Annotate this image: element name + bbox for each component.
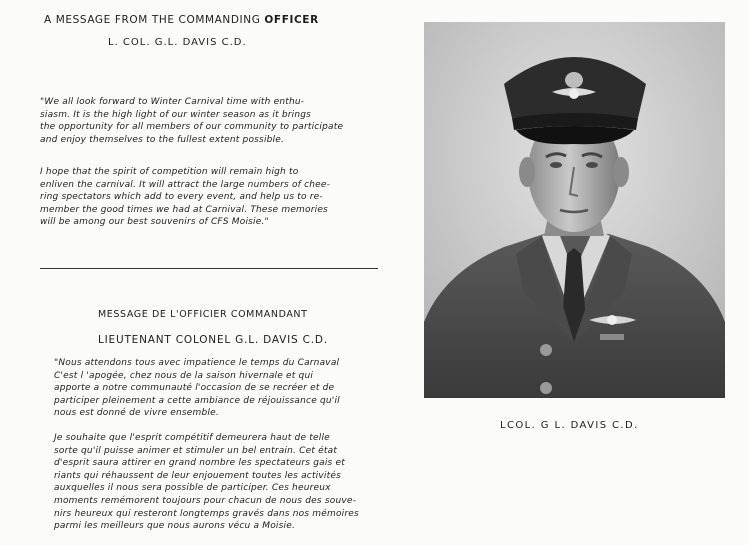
english-subheading: L. COL. G.L. DAVIS C.D. bbox=[108, 37, 247, 48]
portrait-illustration bbox=[424, 22, 725, 398]
photo-caption: LCOL. G L. DAVIS C.D. bbox=[500, 420, 639, 431]
text-line: parmi les meilleurs que nous aurons vécu a Moisie. bbox=[54, 521, 296, 532]
section-divider bbox=[40, 268, 378, 269]
text-line: C'est l 'apogée, chez nous de la saison hivernale et qui bbox=[54, 370, 314, 381]
french-paragraph-1 bbox=[54, 357, 340, 420]
french-heading: MESSAGE DE L'OFFICIER COMMANDANT bbox=[98, 309, 308, 320]
text-line: riants qui réhaussent de leur enjouement toutes les activités bbox=[54, 470, 341, 481]
text-line: will be among our best souvenirs of CFS Moisie." bbox=[40, 217, 269, 228]
text-line: auxquelles il nous sera possible de participer. Ces heureux bbox=[54, 483, 331, 494]
text-line: "We all look forward to Winter Carnival time with enthu- bbox=[40, 97, 305, 107]
text-line: d'esprit saura attirer en grand nombre les spectateurs gais et bbox=[54, 458, 345, 469]
french-paragraph-2 bbox=[54, 432, 359, 533]
text-line: ring spectators which add to every event, and help us to re- bbox=[40, 192, 323, 203]
text-line: "Nous attendons tous avec impatience le temps du Carnaval bbox=[54, 358, 340, 368]
english-heading-prefix: A MESSAGE FROM THE COMMANDING bbox=[44, 14, 261, 26]
text-line: I hope that the spirit of competition will remain high to bbox=[40, 167, 299, 177]
text-line: participer pleinement a cette ambiance de réjouissance qu'il bbox=[54, 395, 340, 406]
officer-portrait bbox=[424, 22, 725, 398]
english-heading-bold: OFFICER bbox=[264, 14, 319, 26]
english-paragraph-2 bbox=[40, 166, 330, 229]
text-line: nirs heureux qui resteront longtemps gravés dans nos mémoires bbox=[54, 508, 359, 519]
text-line: and enjoy themselves to the fullest extent possible. bbox=[40, 134, 285, 145]
text-line: Je souhaite que l'esprit compétitif demeurera haut de telle bbox=[54, 433, 330, 443]
text-line: the opportunity for all members of our community to participate bbox=[40, 122, 344, 133]
text-line: enliven the carnival. It will attract the large numbers of chee- bbox=[40, 179, 331, 190]
text-line: member the good times we had at Carnival. These memories bbox=[40, 204, 328, 215]
text-line: apporte a notre communauté l'occasion de se recréer et de bbox=[54, 383, 335, 394]
english-paragraph-1 bbox=[40, 96, 343, 146]
text-line: siasm. It is the high light of our winter season as it brings bbox=[40, 109, 312, 120]
french-subheading: LIEUTENANT COLONEL G.L. DAVIS C.D. bbox=[98, 334, 328, 346]
text-line: nous est donné de vivre ensemble. bbox=[54, 408, 219, 419]
text-line: sorte qu'il puisse animer et stimuler un bel entrain. Cet état bbox=[54, 445, 338, 456]
text-line: moments remémorent toujours pour chacun de nous des souve- bbox=[54, 495, 357, 506]
english-heading bbox=[44, 14, 319, 26]
